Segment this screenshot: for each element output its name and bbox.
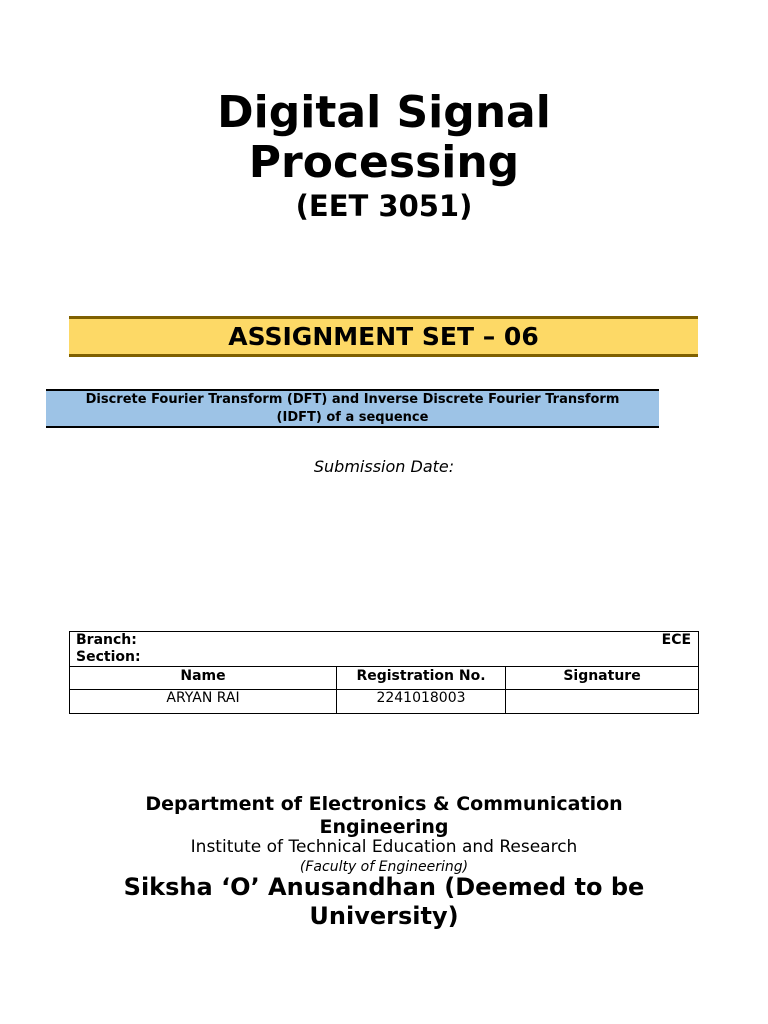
topic-line1: Discrete Fourier Transform (DFT) and Inverse Discrete Fourier Transform bbox=[85, 392, 620, 407]
course-code: (EET 3051) bbox=[295, 189, 473, 223]
university-name bbox=[0, 873, 768, 931]
topic-banner bbox=[46, 389, 659, 428]
header-name: Name bbox=[70, 667, 337, 690]
faculty-name: (Faculty of Engineering) bbox=[299, 859, 469, 875]
department-line2: Engineering bbox=[319, 816, 449, 838]
branch-label: Branch: bbox=[76, 632, 137, 648]
registration-no-cell: 2241018003 bbox=[337, 690, 506, 714]
course-title-line2: Processing bbox=[248, 137, 520, 188]
signature-cell bbox=[506, 690, 699, 714]
department-line1: Department of Electronics & Communication bbox=[145, 793, 623, 815]
student-name-cell: ARYAN RAI bbox=[70, 690, 337, 714]
assignment-banner bbox=[69, 316, 698, 357]
header-registration-no: Registration No. bbox=[337, 667, 506, 690]
branch-value: ECE bbox=[661, 632, 692, 648]
topic-line2: (IDFT) of a sequence bbox=[276, 409, 429, 425]
branch-row bbox=[70, 632, 699, 667]
table-header-row bbox=[70, 667, 699, 690]
header-signature: Signature bbox=[506, 667, 699, 690]
submission-date-label: Submission Date: bbox=[313, 457, 455, 476]
department-name bbox=[0, 793, 768, 839]
table-row bbox=[70, 690, 699, 714]
student-info-table bbox=[69, 631, 699, 714]
assignment-label: ASSIGNMENT SET – 06 bbox=[228, 322, 539, 351]
course-title-line1: Digital Signal bbox=[217, 87, 551, 138]
branch-section-cell bbox=[70, 632, 699, 667]
university-line1: Siksha ‘O’ Anusandhan (Deemed to be bbox=[123, 873, 645, 901]
institute-name: Institute of Technical Education and Research bbox=[190, 837, 578, 857]
section-label: Section: bbox=[76, 649, 141, 665]
university-line2: University) bbox=[309, 902, 459, 930]
course-title bbox=[0, 88, 768, 188]
